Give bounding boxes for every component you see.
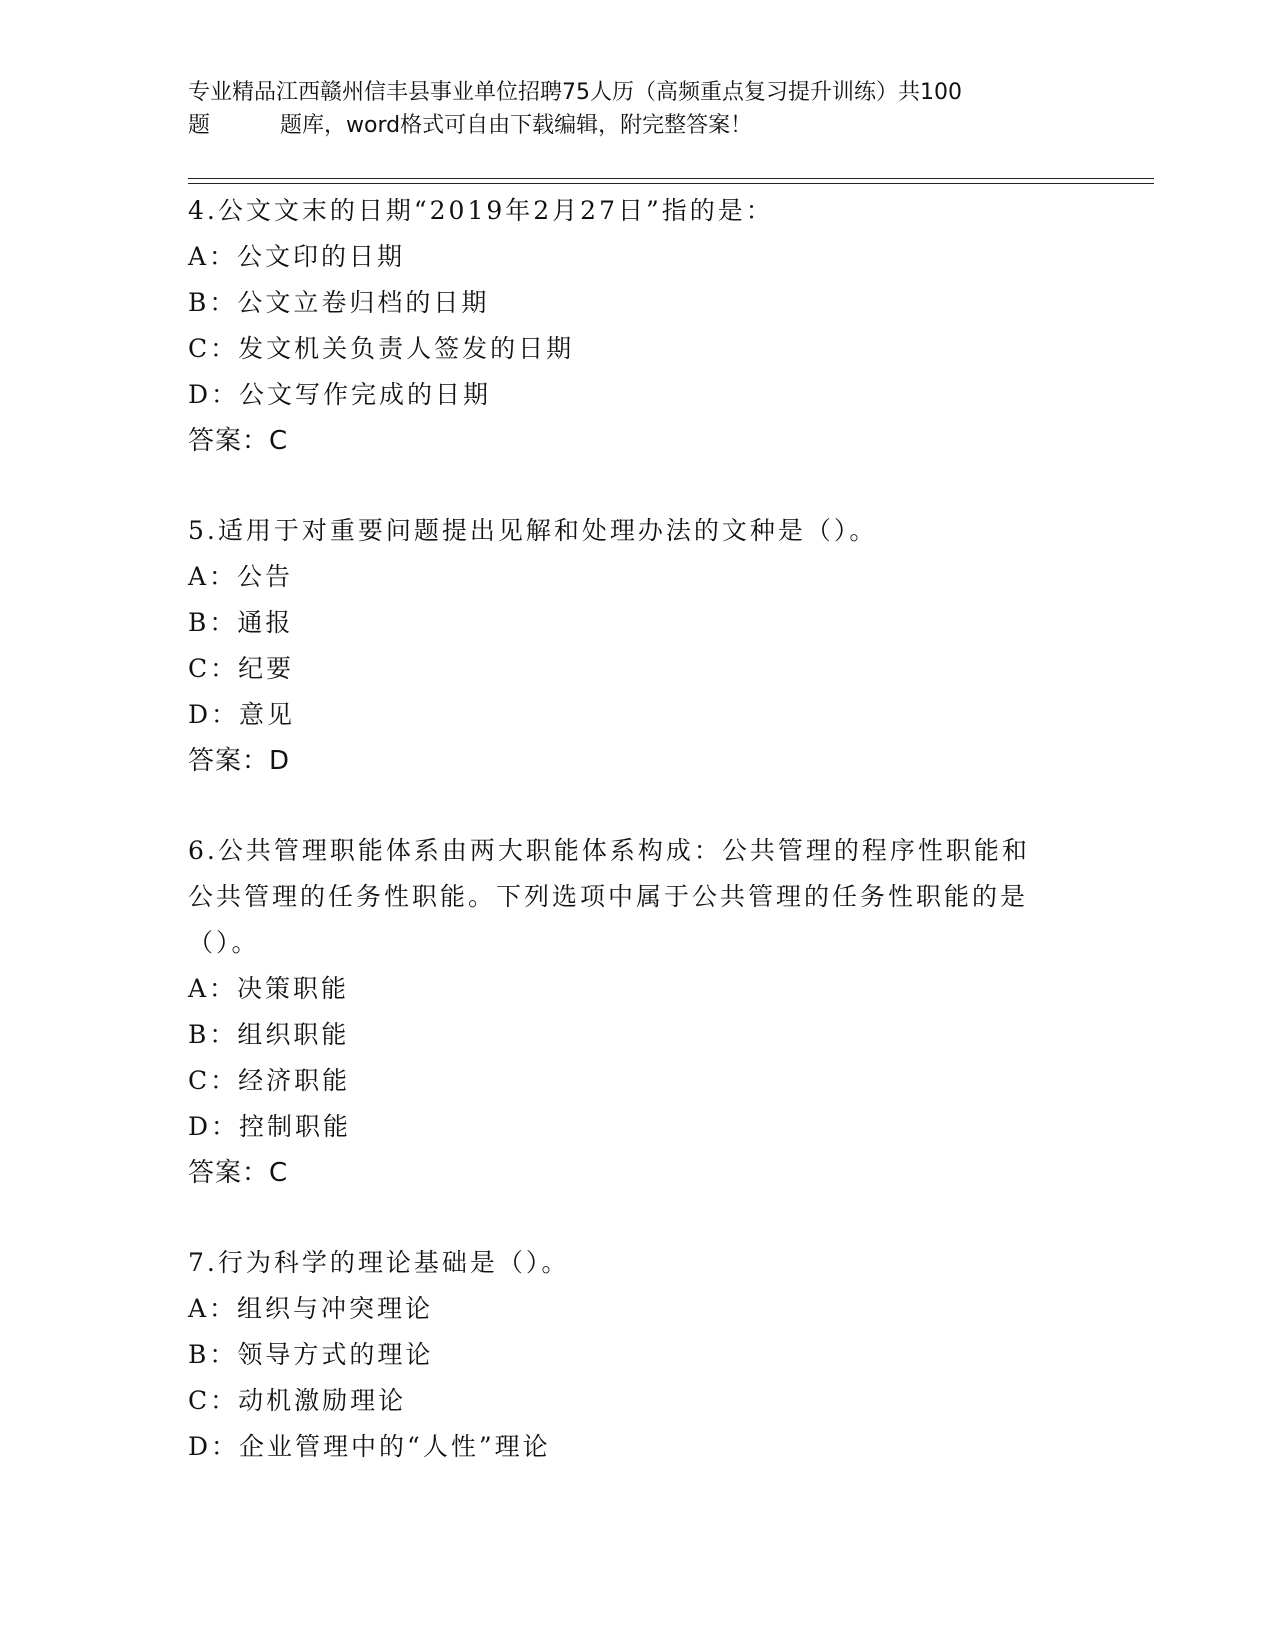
option-d: D：意见: [188, 700, 296, 729]
option-c: C：发文机关负责人签发的日期: [188, 334, 575, 363]
question-list: [188, 188, 1078, 1470]
option-a: A：决策职能: [188, 974, 350, 1003]
answer: 答案：C: [188, 1158, 289, 1188]
option-d: D：控制职能: [188, 1112, 352, 1141]
question-6: [188, 828, 1078, 1240]
question-stem: 5.适用于对重要问题提出见解和处理办法的文种是（）。: [188, 516, 878, 545]
header-rule-bottom: [188, 183, 1154, 184]
question-7: [188, 1240, 1078, 1470]
header-rule-top: [188, 178, 1154, 179]
option-c: C：纪要: [188, 654, 295, 683]
option-b: B：通报: [188, 608, 294, 637]
option-c: C：动机激励理论: [188, 1386, 407, 1415]
option-d: D：公文写作完成的日期: [188, 380, 492, 409]
question-5: [188, 508, 1078, 828]
question-stem-line-3: （）。: [188, 928, 260, 957]
option-b: B：领导方式的理论: [188, 1340, 434, 1369]
document-header: [188, 76, 1078, 142]
question-stem: 4.公文文末的日期“2019年2月27日”指的是：: [188, 196, 774, 225]
option-c: C：经济职能: [188, 1066, 351, 1095]
question-stem: 7.行为科学的理论基础是（）。: [188, 1248, 570, 1277]
header-title-line-2: [188, 109, 1078, 142]
header-title-line-1: 专业精品江西赣州信丰县事业单位招聘75人历（高频重点复习提升训练）共100: [188, 80, 962, 105]
option-b: B：组织职能: [188, 1020, 350, 1049]
option-a: A：公文印的日期: [188, 242, 406, 271]
header-title-line-2-left: 题: [188, 113, 211, 138]
question-4: [188, 188, 1078, 508]
header-title-line-2-right: 题库，word格式可自由下载编辑，附完整答案！: [280, 113, 753, 138]
option-d: D：企业管理中的“人性”理论: [188, 1432, 551, 1461]
option-a: A：公告: [188, 562, 294, 591]
answer: 答案：C: [188, 426, 289, 456]
option-b: B：公文立卷归档的日期: [188, 288, 490, 317]
option-a: A：组织与冲突理论: [188, 1294, 434, 1323]
question-stem-line-1: 6.公共管理职能体系由两大职能体系构成：公共管理的程序性职能和: [188, 836, 1030, 865]
answer: 答案：D: [188, 746, 291, 776]
question-stem-line-2: 公共管理的任务性职能。下列选项中属于公共管理的任务性职能的是: [188, 882, 1029, 911]
